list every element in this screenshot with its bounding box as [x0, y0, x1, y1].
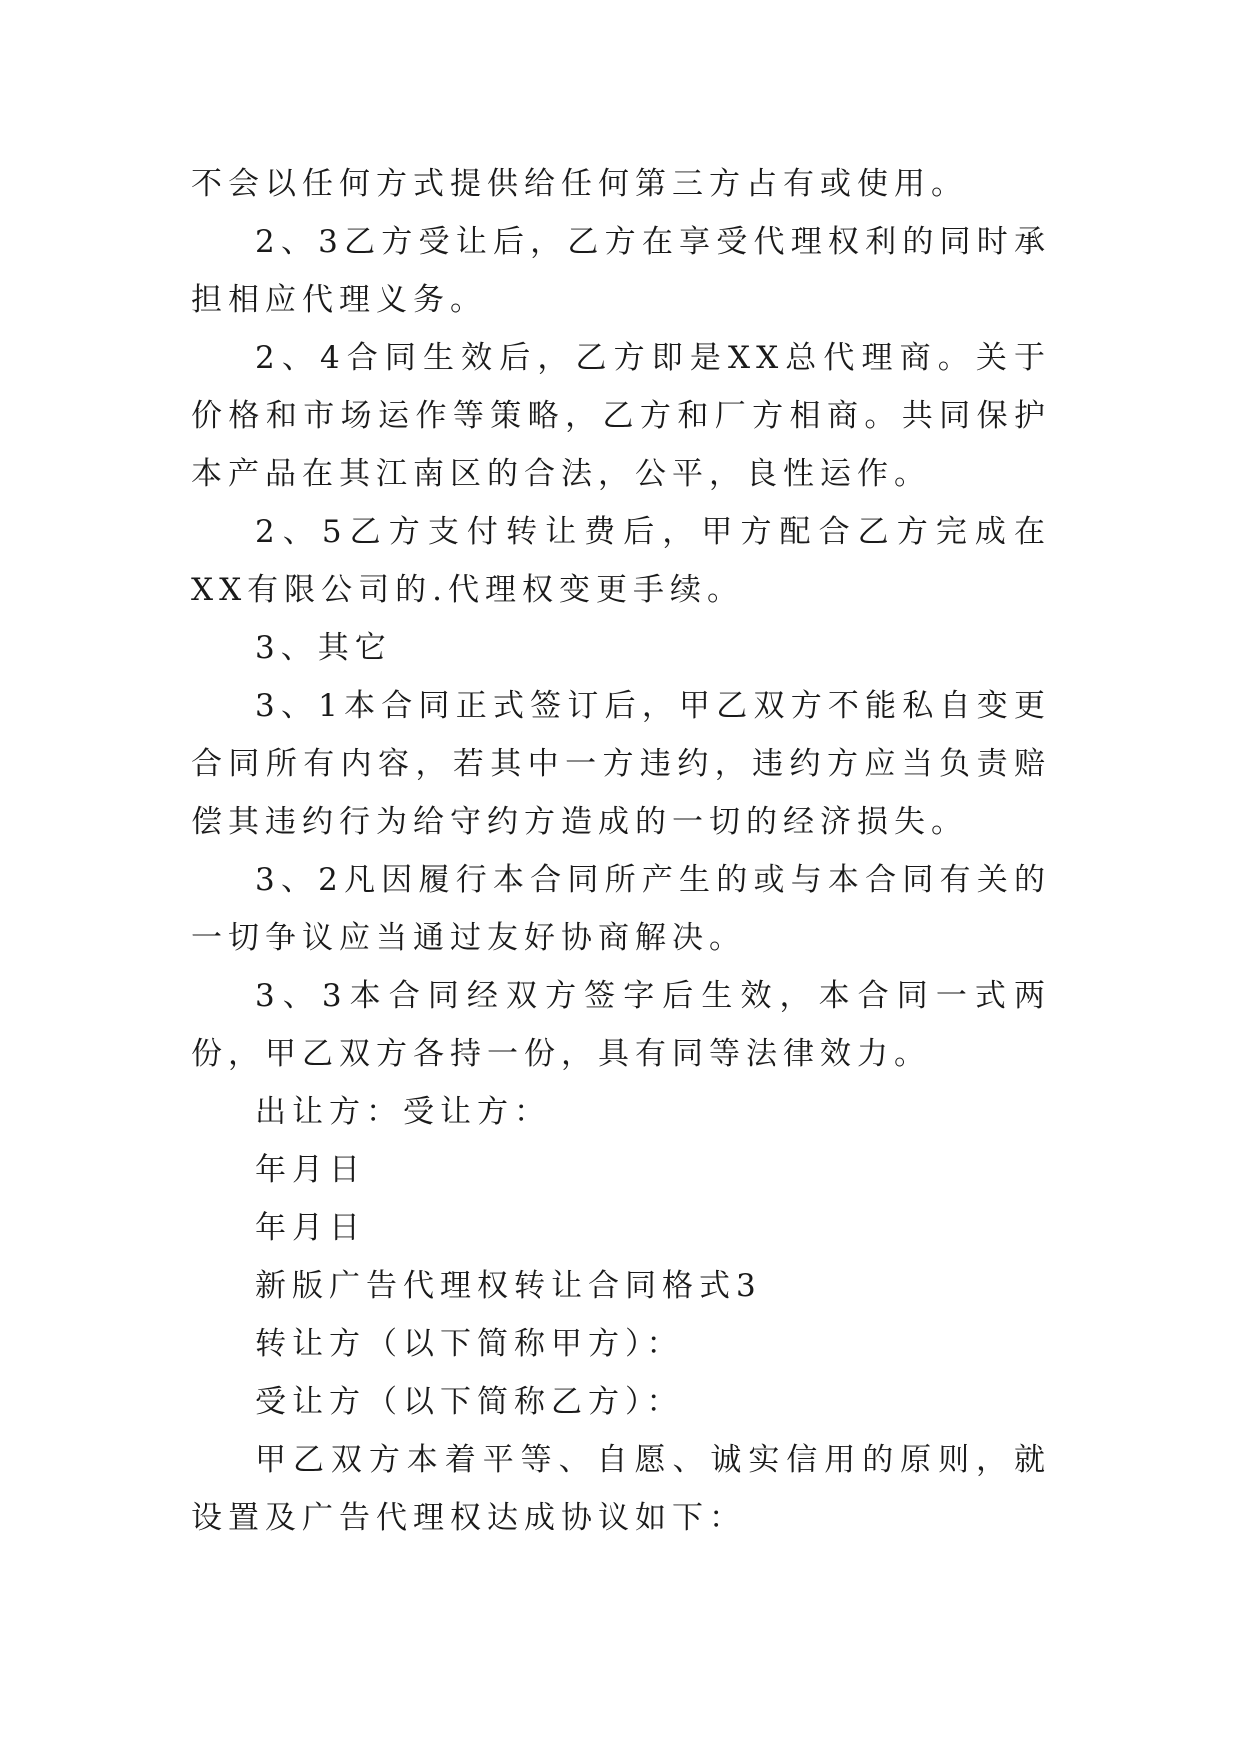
transferor-line: 转让方（以下简称甲方）：	[255, 1326, 684, 1362]
paragraph: 3、3本合同经双方签字后生效，本合同一式两份，甲乙双方各持一份，具有同等法律效力。	[191, 978, 1051, 1072]
paragraph: 甲乙双方本着平等、自愿、诚实信用的原则，就 设置及广告代理权达成协议如下：	[191, 1442, 1051, 1536]
transferee-line: 受让方（以下简称乙方）：	[255, 1384, 684, 1420]
paragraph: 2、5乙方支付转让费后，甲方配合乙方完成在XX有限公司的.代理权变更手续。	[191, 514, 1051, 608]
date-line: 年月日	[255, 1152, 366, 1188]
date-line: 年月日	[255, 1210, 366, 1246]
signature-line: 出让方：受让方：	[255, 1094, 551, 1130]
paragraph: 不会以任何方式提供给任何第三方占有或使用。	[191, 166, 968, 202]
paragraph: 3、2凡因履行本合同所产生的或与本合同有关的一切争议应当通过友好协商解决。	[191, 862, 1051, 956]
document-body	[191, 155, 1051, 1547]
paragraph: 2、3乙方受让后，乙方在享受代理权利的同时承担相应代理义务。	[191, 224, 1051, 318]
contract-title: 新版广告代理权转让合同格式3	[255, 1268, 762, 1304]
section-heading: 3、其它	[255, 630, 392, 666]
paragraph: 2、4合同生效后，乙方即是XX总代理商。关于价格和市场运作等策略，乙方和厂方相商。共同保护本产品在其江南区的合法，公平，良性运作。	[191, 340, 1051, 492]
paragraph: 3、1本合同正式签订后，甲乙双方不能私自变更合同所有内容，若其中一方违约，违约方应当负责赔偿其违约行为给守约方造成的一切的经济损失。	[191, 688, 1051, 840]
